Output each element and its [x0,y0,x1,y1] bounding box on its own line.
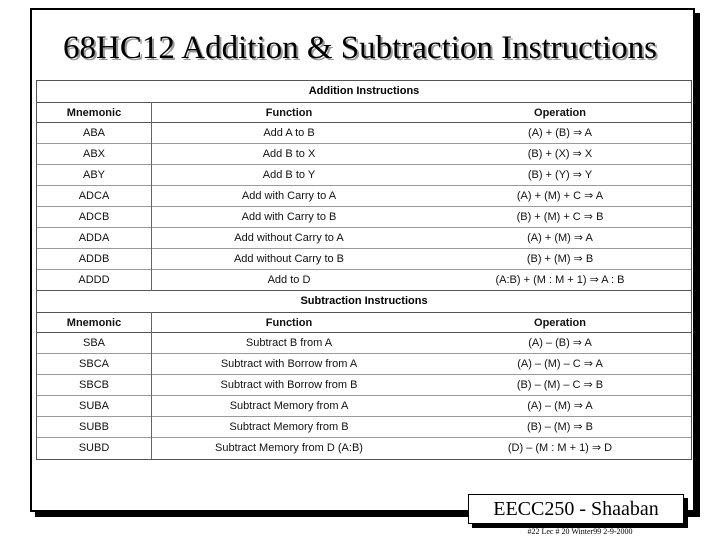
column-header-mnemonic: Mnemonic [66,317,122,329]
column-header-function: Function [265,107,313,119]
operation-cell: (B) + (M) ⇒ B [526,253,594,265]
mnemonic-cell: ADCB [78,211,110,223]
lecture-meta: #22 Lec # 20 Winter99 2-9-2000 [527,527,633,536]
column-header-operation: Operation [534,317,586,329]
table-row [37,438,691,459]
mnemonic-cell: SBCB [79,379,109,391]
operation-cell: (B) – (M) – C ⇒ B [516,379,604,391]
mnemonic-cell: ADCA [78,190,110,202]
table-row [37,375,691,396]
operation-cell: (A) – (B) ⇒ A [528,337,592,349]
mnemonic-cell: ADDD [78,274,110,286]
function-cell: Subtract Memory from D (A:B) [215,442,363,454]
function-cell: Add without Carry to B [233,253,345,265]
subtraction-section-title: Subtraction Instructions [300,295,428,307]
instruction-table [36,80,692,460]
operation-cell: (B) – (M) ⇒ B [526,421,594,433]
table-row [37,207,691,228]
column-header-mnemonic: Mnemonic [66,107,122,119]
table-row [37,186,691,207]
column-header-function: Function [265,317,313,329]
mnemonic-cell: SUBD [78,442,110,454]
operation-cell: (B) + (X) ⇒ X [527,148,593,160]
table-row [37,249,691,270]
function-cell: Add B to X [262,148,316,160]
table-row [37,123,691,144]
function-cell: Add with Carry to A [241,190,337,202]
table-row [37,333,691,354]
operation-cell: (B) + (Y) ⇒ Y [527,169,593,181]
function-cell: Add with Carry to B [241,211,337,223]
mnemonic-cell: SBA [82,337,105,349]
addition-section-title: Addition Instructions [308,85,420,97]
mnemonic-cell: ABX [82,148,105,160]
table-row [37,144,691,165]
column-divider [151,312,152,459]
operation-cell: (A) + (B) ⇒ A [528,127,592,139]
column-divider [151,102,152,291]
mnemonic-cell: SBCA [79,358,109,370]
function-cell: Add A to B [263,127,315,139]
table-row [37,417,691,438]
function-cell: Add to D [267,274,311,286]
mnemonic-cell: ADDB [78,253,110,265]
table-row [37,165,691,186]
operation-cell: (A) + (M) ⇒ A [527,232,593,244]
operation-cell: (D) – (M : M + 1) ⇒ D [507,442,613,454]
mnemonic-cell: SUBA [79,400,109,412]
addition-header-row [37,102,691,123]
table-row [37,354,691,375]
column-header-operation: Operation [534,107,586,119]
function-cell: Add B to Y [262,169,316,181]
mnemonic-cell: ADDA [78,232,110,244]
function-cell: Add without Carry to A [234,232,344,244]
table-row [37,396,691,417]
function-cell: Subtract Memory from A [229,400,349,412]
function-cell: Subtract with Borrow from B [220,379,358,391]
course-footer-label: EECC250 - Shaaban [468,494,684,524]
table-row [37,270,691,291]
slide-title: 68HC12 Addition & Subtraction Instructions [63,30,657,66]
function-cell: Subtract Memory from B [229,421,349,433]
operation-cell: (B) + (M) + C ⇒ B [516,211,604,223]
mnemonic-cell: SUBB [79,421,109,433]
operation-cell: (A) – (M) – C ⇒ A [517,358,603,370]
mnemonic-cell: ABA [82,127,105,139]
operation-cell: (A) + (M) + C ⇒ A [516,190,604,202]
subtraction-header-row [37,312,691,333]
operation-cell: (A:B) + (M : M + 1) ⇒ A : B [495,274,625,286]
function-cell: Subtract B from A [245,337,333,349]
operation-cell: (A) – (M) ⇒ A [527,400,593,412]
mnemonic-cell: ABY [82,169,105,181]
function-cell: Subtract with Borrow from A [220,358,358,370]
table-row [37,228,691,249]
